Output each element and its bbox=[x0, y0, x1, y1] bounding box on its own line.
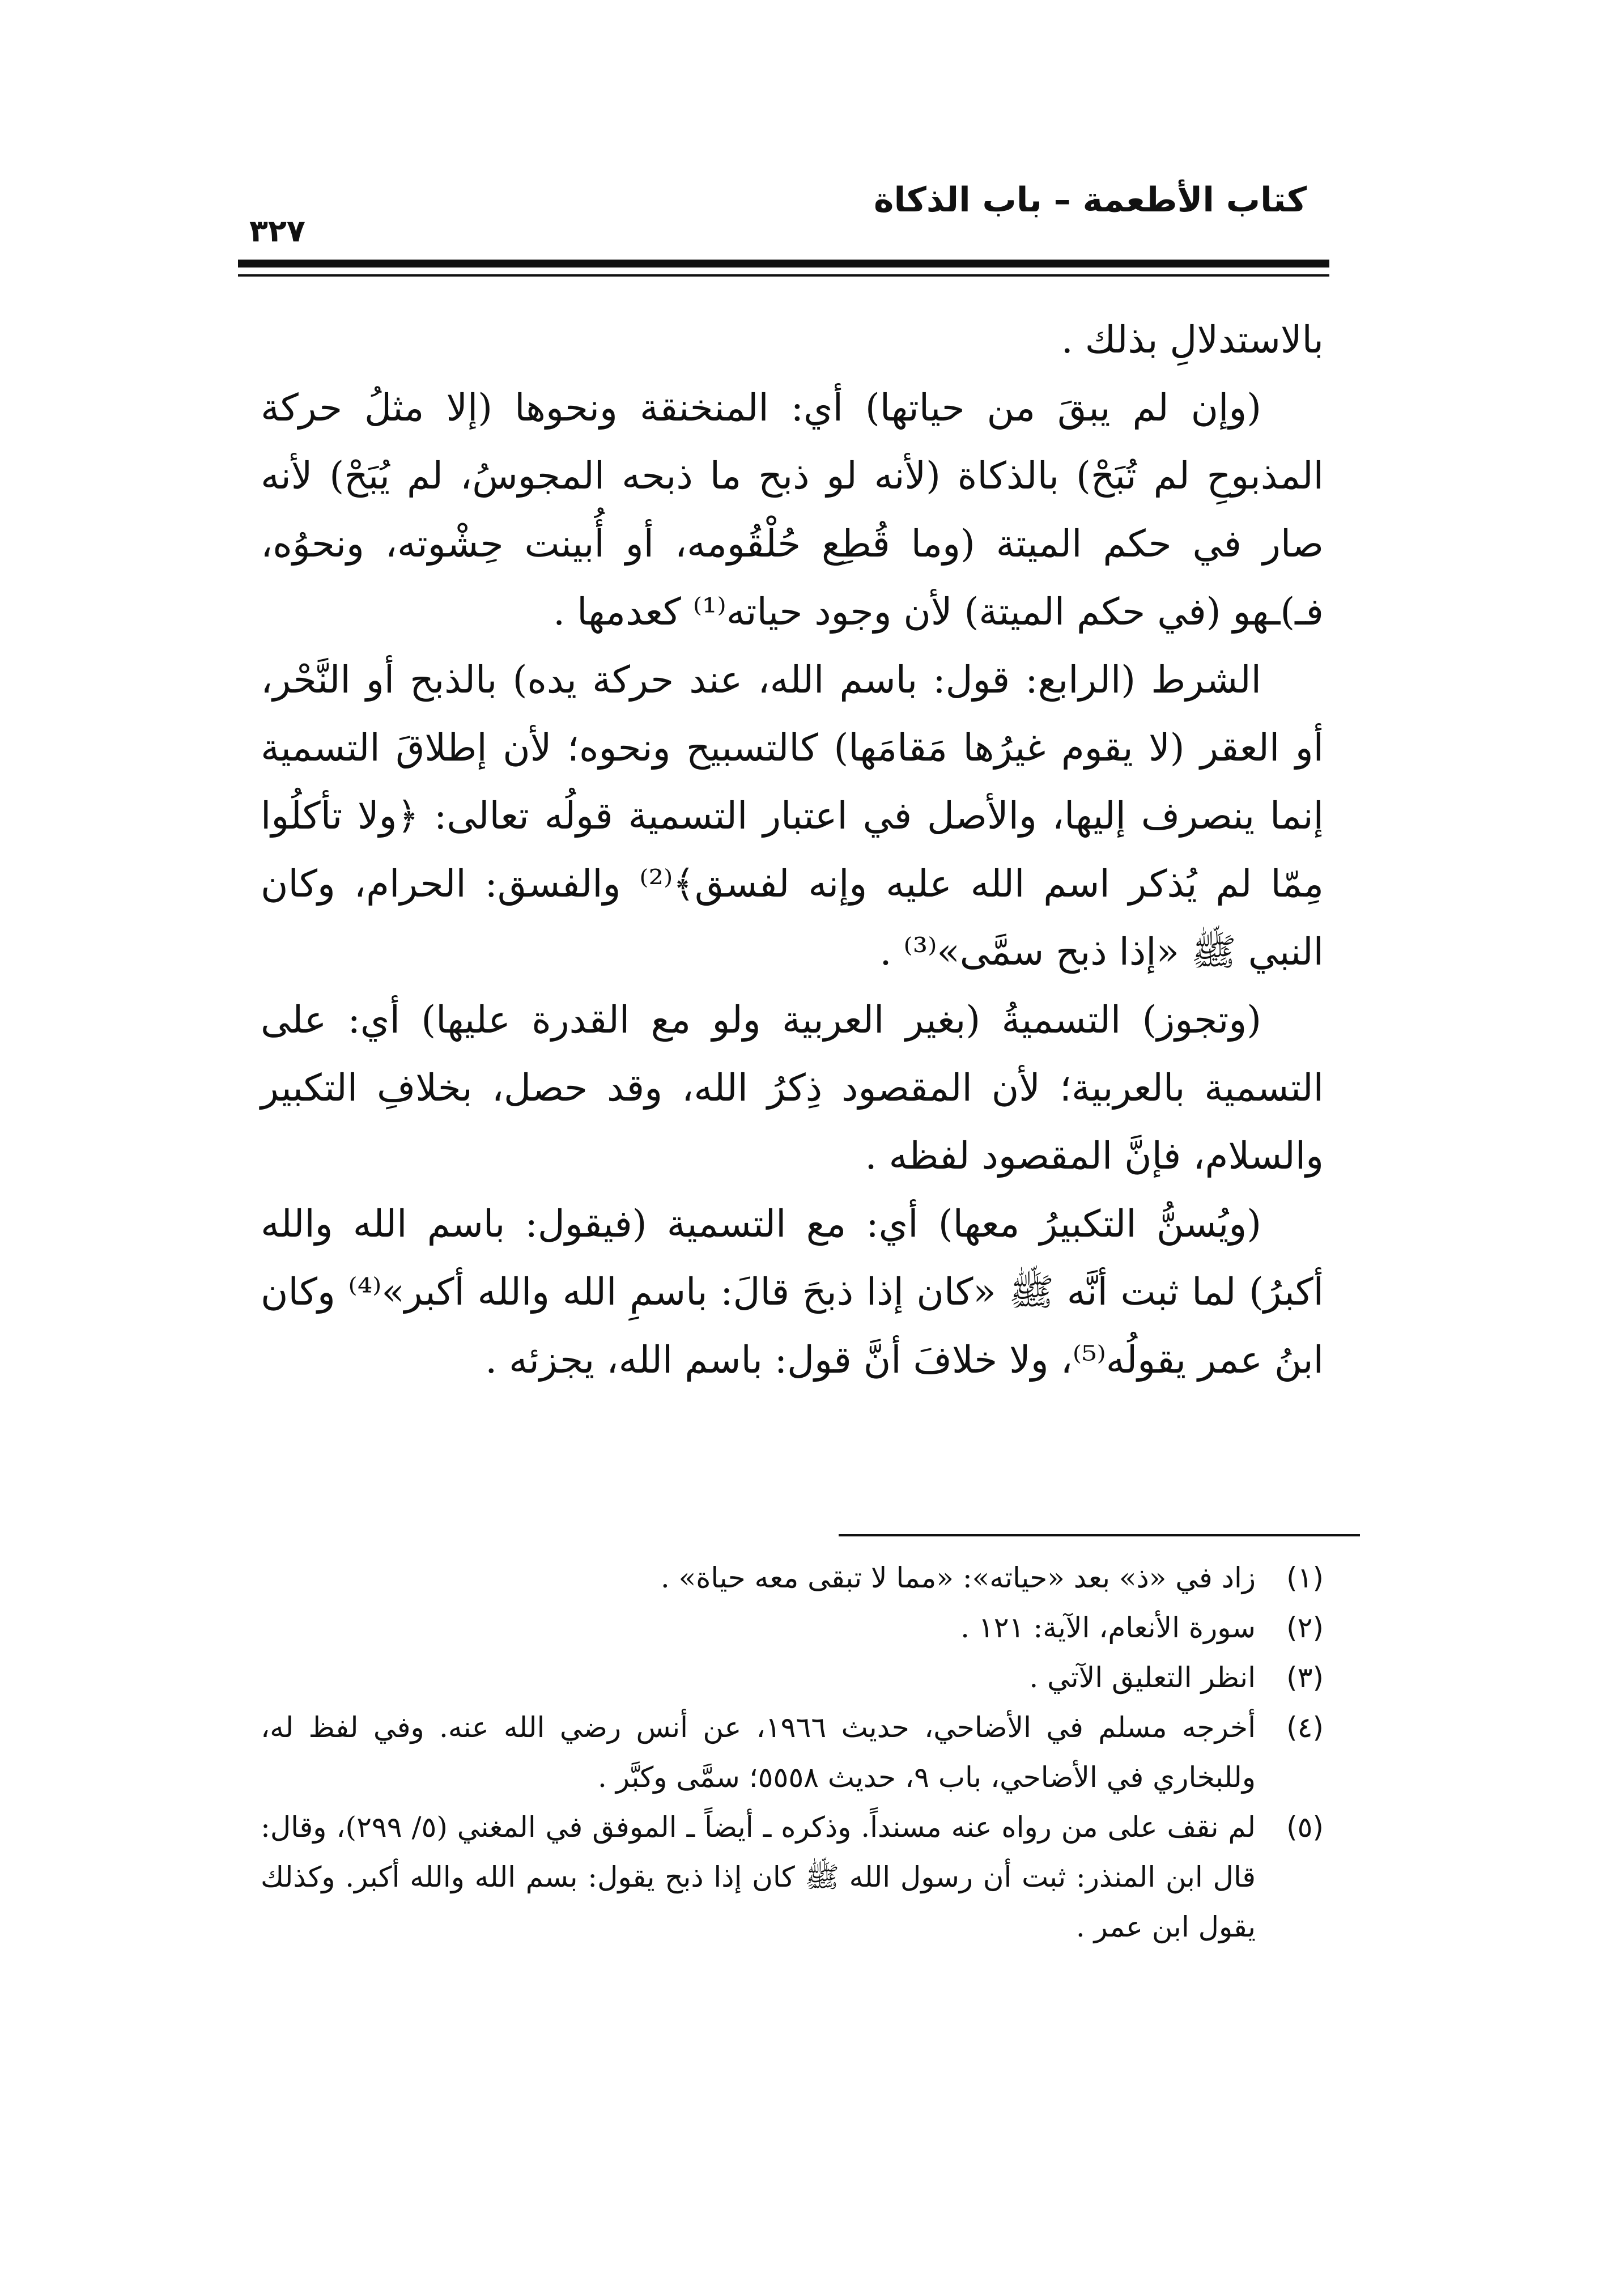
footnote-text: أخرجه مسلم في الأضاحي، حديث ١٩٦٦، عن أنس رضي الله عنه. وفي لفظ له، وللبخاري في الأضاحي، باب ٩، حديث ٥٥٥٨؛ سمَّى وكبَّر . bbox=[261, 1711, 1256, 1794]
footnote-separator bbox=[839, 1534, 1360, 1536]
footnote-number: (٤) bbox=[1286, 1711, 1324, 1744]
footnotes bbox=[261, 1553, 1324, 1952]
running-head: كتاب الأطعمة – باب الذكاة bbox=[874, 180, 1307, 220]
footnote-5 bbox=[261, 1802, 1324, 1952]
footnote-3 bbox=[261, 1653, 1324, 1702]
paragraph-5: (ويُسنُّ التكبيرُ معها) أي: مع التسمية (فيقول: باسم الله والله أكبرُ) لما ثبت أنَّه ﷺ «كان إذا ذبحَ قالَ: باسمِ الله والله أكبر»⁽⁴⁾ وكان ابنُ عمر يقولُه⁽⁵⁾، ولا خلافَ أنَّ قول: باسم الله، يجزئه . bbox=[261, 1202, 1324, 1382]
footnote-text: لم نقف على من رواه عنه مسنداً. وذكره ـ أيضاً ـ الموفق في المغني (٥/ ٢٩٩)، وقال: قال ابن المنذر: ثبت أن رسول الله ﷺ كان إذا ذبح يقول: بسم الله والله أكبر. وكذلك يقول ابن عمر . bbox=[261, 1811, 1256, 1943]
header-rule-thin bbox=[238, 274, 1329, 277]
header-rule-thick bbox=[238, 260, 1329, 267]
footnote-2 bbox=[261, 1603, 1324, 1653]
paragraph-4: (وتجوز) التسميةُ (بغير العربية ولو مع القدرة عليها) أي: على التسمية بالعربية؛ لأن المقصود ذِكرُ الله، وقد حصل، بخلافِ التكبير والسلام، فإنَّ المقصود لفظه . bbox=[261, 998, 1324, 1178]
footnote-text: زاد في «ذ» بعد «حياته»: «مما لا تبقى معه حياة» . bbox=[660, 1561, 1256, 1594]
footnote-number: (١) bbox=[1286, 1561, 1324, 1594]
footnote-1 bbox=[261, 1553, 1324, 1603]
paragraph-2: (وإن لم يبقَ من حياتها) أي: المنخنقة ونحوها (إلا مثلُ حركة المذبوحِ لم تُبَحْ) بالذكاة (لأنه لو ذبح ما ذبحه المجوسُ، لم يُبَحْ) لأنه صار في حكم الميتة (وما قُطِع حُلْقُومه، أو أُبينت حِشْوته، ونحوُه، فـ)ـهو (في حكم الميتة) لأن وجود حياته⁽¹⁾ كعدمها . bbox=[261, 386, 1324, 634]
paragraph-1: بالاستدلالِ بذلك . bbox=[1061, 318, 1324, 362]
page-number: ٣٢٧ bbox=[249, 213, 305, 249]
footnote-text: سورة الأنعام، الآية: ١٢١ . bbox=[960, 1611, 1256, 1644]
footnote-text: انظر التعليق الآتي . bbox=[1029, 1661, 1256, 1694]
footnote-4 bbox=[261, 1702, 1324, 1802]
footnote-number: (٣) bbox=[1286, 1661, 1324, 1694]
footnote-number: (٥) bbox=[1286, 1811, 1324, 1844]
paragraph-3: الشرط (الرابع: قول: باسم الله، عند حركة يده) بالذبح أو النَّحْر، أو العقر (لا يقوم غيرُها مَقامَها) كالتسبيح ونحوه؛ لأن إطلاقَ التسمية إنما ينصرف إليها، والأصل في اعتبار التسمية قولُه تعالى: ﴿ولا تأكلُوا مِمّا لم يُذكر اسم الله عليه وإنه لفسق﴾⁽²⁾ والفسق: الحرام، وكان النبي ﷺ «إذا ذبح سمَّى»⁽³⁾ . bbox=[261, 658, 1324, 974]
footnote-number: (٢) bbox=[1286, 1611, 1324, 1644]
main-text bbox=[261, 306, 1324, 1394]
